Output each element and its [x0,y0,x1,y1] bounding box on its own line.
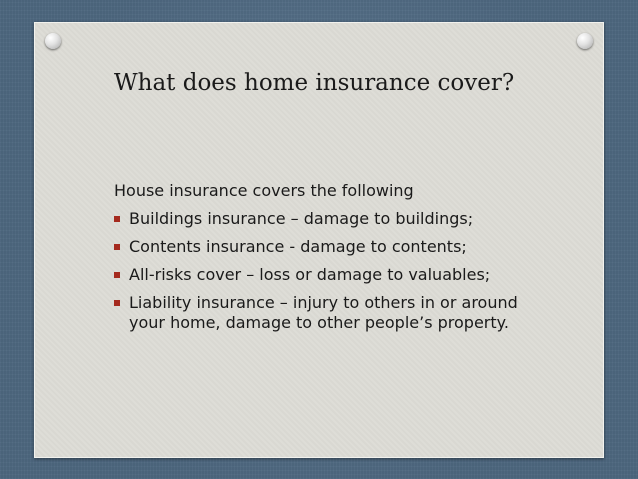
list-item [114,265,534,285]
bullet-square-icon [114,216,120,222]
bullet-text: Contents insurance - damage to contents; [129,237,467,256]
bullet-square-icon [114,300,120,306]
bullet-text: Liability insurance – injury to others in or around your home, damage to other people’s property. [129,293,518,332]
bullet-square-icon [114,272,120,278]
list-item [114,237,534,257]
pushpin-icon [577,33,593,49]
list-item [114,209,534,229]
list-item [114,293,534,333]
bullet-list [114,209,534,333]
bullet-text: Buildings insurance – damage to buildings; [129,209,474,228]
bullet-square-icon [114,244,120,250]
slide-title: What does home insurance cover? [114,70,515,96]
slide-content [114,181,534,341]
pushpin-icon [45,33,61,49]
intro-text: House insurance covers the following [114,181,414,200]
bullet-text: All-risks cover – loss or damage to valuables; [129,265,491,284]
